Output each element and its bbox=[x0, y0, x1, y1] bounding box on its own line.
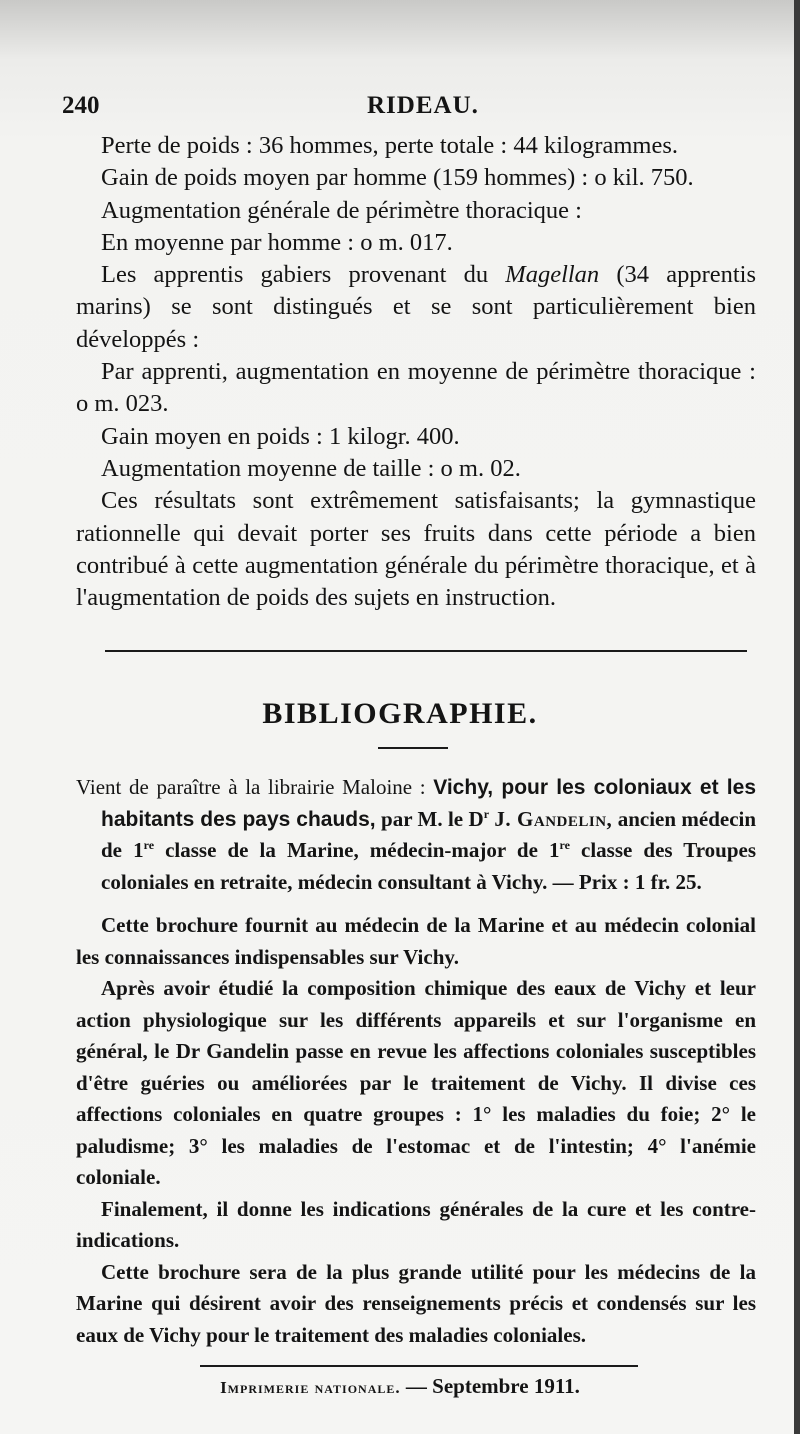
entry-superscript-1: re bbox=[143, 838, 155, 852]
ship-name: Magellan bbox=[505, 261, 600, 289]
entry-intro: Vient de paraître à la librairie Maloine : bbox=[76, 775, 426, 799]
entry-by: par M. le D bbox=[381, 806, 484, 831]
article-body bbox=[76, 130, 756, 614]
bibliography-section bbox=[76, 772, 756, 1351]
paragraph-height-increase: Augmentation moyenne de taille : o m. 02. bbox=[101, 454, 521, 482]
footer-rule bbox=[200, 1365, 638, 1367]
book-title: Vichy, pour les coloniaux et les habitants des pays chauds, bbox=[101, 776, 756, 831]
review-paragraph-3: Finalement, il donne les indications générales de la cure et les contre-indications. bbox=[76, 1196, 756, 1252]
entry-dr-superscript: r bbox=[483, 806, 490, 821]
review-paragraph-4: Cette brochure sera de la plus grande utilité pour les médecins de la Marine qui désirent avoir des renseignements précis et condensés sur les eaux de Vichy pour le traitement des maladies coloniales. bbox=[76, 1259, 756, 1347]
review-paragraph-2: Après avoir étudié la composition chimique des eaux de Vichy et leur action physiologique sur les différents appareils et sur l'organisme en général, le Dr Gandelin passe en revue les affections coloniales susceptibles d'être guéries ou améliorées par le traitement de Vichy. Il divise ces affections coloniales en quatre groupes : 1° les maladies du foie; 2° le paludisme; 3° les maladies de l'estomac et de l'intestin; 4° l'anémie coloniale. bbox=[76, 976, 756, 1189]
entry-description-3: classe des Troupes coloniales en retraite, médecin consultant à Vichy. — Prix : 1 fr. 25. bbox=[101, 838, 757, 894]
author-name: J. Gandelin, bbox=[494, 806, 613, 831]
paragraph-weight-loss: Perte de poids : 36 hommes, perte totale : 44 kilogrammes. bbox=[101, 132, 678, 159]
section-title: BIBLIOGRAPHIE. bbox=[262, 697, 538, 730]
printer-name: Imprimerie nationale. bbox=[220, 1378, 401, 1397]
paragraph-average-per-man: En moyenne par homme : o m. 017. bbox=[101, 228, 453, 256]
section-divider bbox=[105, 650, 747, 652]
spacer bbox=[76, 898, 756, 910]
running-title: RIDEAU. bbox=[367, 92, 479, 119]
entry-description-2: classe de la Marine, médecin-major de 1 bbox=[165, 838, 560, 862]
page-number: 240 bbox=[62, 92, 100, 119]
apprentices-text-before: Les apprentis gabiers provenant du bbox=[101, 261, 489, 289]
review-paragraph-1: Cette brochure fournit au médecin de la Marine et au médecin colonial les connaissances indispensables sur Vichy. bbox=[76, 913, 756, 969]
print-date: — Septembre 1911. bbox=[405, 1374, 580, 1398]
bibliography-entry bbox=[76, 772, 756, 898]
imprint-line bbox=[0, 1374, 800, 1399]
paragraph-weight-gain: Gain de poids moyen par homme (159 hommes) : o kil. 750. bbox=[101, 164, 694, 192]
page-header bbox=[62, 92, 742, 126]
paragraph-average-gain: Gain moyen en poids : 1 kilogr. 400. bbox=[101, 422, 460, 450]
apprentices-text-after: (34 apprentis marins) se sont distingués et se sont particulièrement bien développés : bbox=[76, 261, 757, 353]
paragraph-apprentices bbox=[76, 259, 756, 356]
paragraph-conclusion: Ces résultats sont extrêmement satisfaisants; la gymnastique rationnelle qui devait porter ses fruits dans cette période a bien contribué à cette augmentation générale du périmètre thoracique, et à l'augmentation de poids des sujets en instruction. bbox=[76, 487, 756, 612]
title-underline bbox=[378, 747, 448, 749]
entry-description-1: ancien médecin de 1 bbox=[101, 806, 757, 862]
entry-superscript-2: re bbox=[559, 838, 570, 852]
paragraph-chest-increase: Augmentation générale de périmètre thoracique : bbox=[101, 196, 582, 224]
paragraph-per-apprentice: Par apprenti, augmentation en moyenne de périmètre thoracique : o m. 023. bbox=[76, 358, 756, 418]
